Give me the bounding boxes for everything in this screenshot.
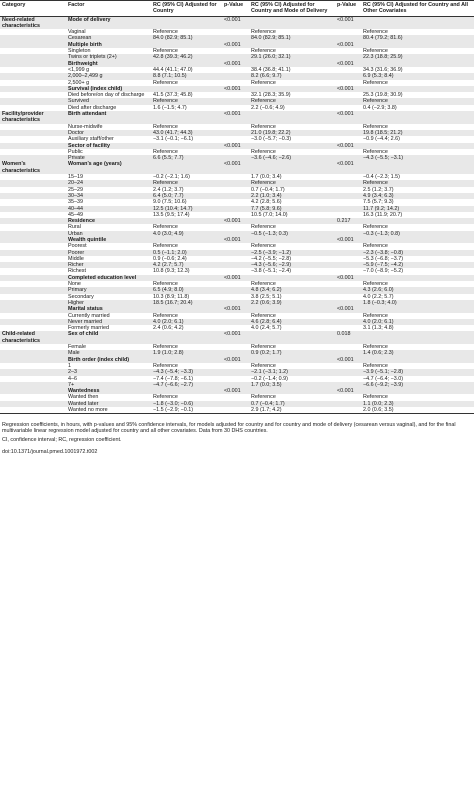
rc-country-cell: Reference [153,312,178,319]
rc-all-covariates-cell: 7.5 (5.7; 9.3) [363,199,394,206]
rc-country-cell: 18.5 (16.7; 20.4) [151,300,222,306]
rc-country-cell: 13.5 (9.5; 17.4) [153,211,190,218]
rc-country-cell: 41.5 (37.3; 45.8) [153,92,193,99]
factor-cell: Twins or triplets (2+) [66,54,151,60]
factor-cell: Completed education level [66,275,151,281]
rc-country-mode-cell [249,331,335,344]
factor-cell: 1 [68,362,71,369]
rc-all-covariates-cell: 0.4 (−2.9; 3.8) [363,104,397,111]
rc-all-covariates-cell: −6.6 (−9.2; −3.9) [361,382,474,388]
factor-cell: Wantedness [66,388,151,394]
rc-country-cell: 4.2 (2.7; 5.7) [151,262,222,268]
rc-country-cell [151,331,222,344]
table-abbreviations: CI, confidence interval; RC, regression coefficient. [2,437,122,443]
factor-cell: Richer [66,262,151,268]
header-p-value-1: p-Value [222,1,249,17]
rc-all-covariates-cell: 11.7 (9.2; 14.2) [361,206,474,212]
factor-cell: Residence [66,218,151,224]
p-value-1-cell: <0.001 [222,161,249,174]
factor-cell: <1,999 g [68,66,90,73]
rc-country-mode-cell: 0.7 (−0.4; 1.7) [251,186,285,193]
table-row [0,111,474,124]
rc-country-cell: Reference [153,281,178,288]
rc-all-covariates-cell: Reference [363,243,388,250]
rc-country-mode-cell: Reference [251,281,276,288]
rc-country-cell: 6.5 (4.9; 8.0) [151,287,222,293]
rc-all-covariates-cell: −0.3 (−1.3; 0.8) [361,231,474,237]
category-cell [0,407,66,414]
rc-country-mode-cell: 4.8 (3.4; 6.2) [249,287,335,293]
rc-all-covariates-cell: 22.3 (18.8; 25.9) [361,54,474,60]
rc-country-mode-cell: 29.1 (26.0; 32.1) [249,54,335,60]
p-value-1-cell: <0.001 [222,143,249,149]
rc-all-covariates-cell: Reference [363,148,388,155]
rc-country-mode-cell: −3.8 (−5.1; −2.4) [251,268,292,275]
p-value-1-cell: <0.001 [222,42,249,48]
rc-all-covariates-cell: 25.3 (19.8; 30.9) [363,92,403,99]
factor-cell: Survival (index child) [66,86,151,92]
rc-country-cell: 44.4 (41.1; 47.0) [153,66,193,73]
rc-country-cell: −1.5 (−2.9; −0.1) [151,407,222,414]
rc-country-mode-cell: 2.2 (0.6; 3.9) [249,300,335,306]
rc-country-mode-cell: 4.0 (2.4; 5.7) [251,325,282,332]
table-body [0,16,474,414]
rc-country-mode-cell [249,111,335,124]
factor-cell: Currently married [68,312,110,319]
rc-country-cell: −7.4 (−7.8; −6.1) [153,375,194,382]
rc-country-mode-cell: 84.0 (82.9; 85.1) [249,35,335,41]
rc-country-cell: 1.9 (1.0; 2.8) [151,350,222,356]
rc-country-cell: Reference [153,29,178,36]
factor-cell: Wanted then [68,394,99,401]
factor-cell: Sex of child [66,331,151,344]
rc-country-cell: Reference [153,243,178,250]
factor-cell: 7+ [66,382,151,388]
rc-country-cell: 8.8 (7.1; 10.5) [151,73,222,79]
rc-country-mode-cell: 2.2 (1.0; 3.4) [249,193,335,199]
rc-country-cell: Reference [151,180,222,186]
factor-cell: Birth order (index child) [66,357,151,363]
rc-all-covariates-cell [361,111,474,124]
rc-country-mode-cell: Reference [251,243,276,250]
rc-country-cell: Reference [153,394,178,401]
rc-country-cell [151,161,222,174]
rc-all-covariates-cell: 2.0 (0.6; 3.5) [361,407,474,414]
rc-country-cell: 2.4 (0.6; 4.2) [153,325,184,332]
rc-all-covariates-cell: 34.3 (31.6; 36.9) [363,66,403,73]
factor-cell: Primary [66,287,151,293]
rc-country-cell: −3.1 (−0.1; −6.1) [153,136,194,143]
factor-cell: Male [66,350,151,356]
rc-all-covariates-cell: Reference [363,312,388,319]
header-rc-country-mode: RC (95% CI) Adjusted for Country and Mode of Delivery [249,1,335,17]
rc-all-covariates-cell: 16.3 (11.9; 20.7) [363,211,403,218]
rc-all-covariates-cell: Reference [361,180,474,186]
rc-all-covariates-cell [361,161,474,174]
table-header-row [0,1,474,17]
rc-country-mode-cell: 3.8 (2.5; 5.1) [251,293,282,300]
factor-cell: Richest [68,268,86,275]
rc-country-mode-cell: 7.7 (5.8; 9.6) [249,206,335,212]
factor-cell: 15–19 [68,174,83,181]
rc-all-covariates-cell: 1.1 (0.0; 2.3) [361,401,474,407]
category-cell: Women’s characteristics [0,161,66,174]
rc-country-cell: Reference [153,362,178,369]
rc-all-covariates-cell [361,331,474,344]
rc-country-mode-cell: Reference [251,312,276,319]
rc-all-covariates-cell: 80.4 (79.2; 81.6) [361,35,474,41]
rc-country-cell: 10.8 (9.3; 12.3) [153,268,190,275]
factor-cell: Doctor [66,130,151,136]
p-value-2-cell: 0.018 [335,331,361,344]
factor-cell: Birth attendant [66,111,151,124]
p-value-1-cell: <0.001 [222,331,249,344]
table-row [0,331,474,344]
rc-all-covariates-cell: Reference [363,123,388,130]
rc-country-cell: 42.8 (39.3; 46.2) [151,54,222,60]
rc-country-mode-cell: 32.1 (28.3; 35.9) [251,92,291,99]
rc-country-cell: 4.0 (3.0; 4.9) [151,231,222,237]
rc-country-cell: Reference [153,224,178,231]
factor-cell: Higher [66,300,151,306]
rc-country-cell: Reference [153,79,178,86]
rc-country-mode-cell: 2.9 (1.7; 4.2) [249,407,335,414]
rc-country-mode-cell: 10.5 (7.0; 14.0) [251,211,288,218]
p-value-2-cell: <0.001 [335,86,361,92]
factor-cell: Wanted later [66,401,151,407]
rc-country-cell: 2.4 (1.2; 3.7) [153,186,184,193]
rc-all-covariates-cell: −4.3 (−5.5; −3.1) [361,155,474,161]
rc-all-covariates-cell: Reference [363,344,388,351]
rc-country-mode-cell: Reference [251,394,276,401]
rc-all-covariates-cell: 2.5 (1.2; 3.7) [363,186,394,193]
p-value-1-cell: <0.001 [222,237,249,243]
p-value-2-cell: 0.217 [335,218,361,224]
factor-cell: 40–44 [66,206,151,212]
rc-country-cell: 4.0 (2.0; 6.1) [151,319,222,325]
rc-country-mode-cell: 1.7 (0.0; 3.5) [249,382,335,388]
factor-cell: Middle [68,255,84,262]
rc-country-cell: Reference [151,98,222,104]
p-value-2-cell [335,407,361,414]
factor-cell: 2,500+ g [68,79,90,86]
rc-all-covariates-cell: −5.9 (−7.5; −4.2) [361,262,474,268]
rc-country-mode-cell: 1.7 (0.0; 3.4) [251,174,282,181]
rc-country-mode-cell: −0.2 (−1.4; 0.9) [251,375,288,382]
p-value-2-cell: <0.001 [335,306,361,312]
rc-country-cell: 6.6 (5.5; 7.7) [151,155,222,161]
rc-country-cell [151,111,222,124]
rc-all-covariates-cell: 4.3 (2.6; 6.0) [361,287,474,293]
rc-country-mode-cell: 2.2 (−0.6; 4.9) [251,104,285,111]
p-value-2-cell: <0.001 [335,275,361,281]
rc-all-covariates-cell: Reference [363,29,388,36]
header-rc-all-covariates: RC (95% CI) Adjusted for Country and All Other Covariates [361,1,474,17]
factor-cell: Urban [66,231,151,237]
p-value-2-cell: <0.001 [335,143,361,149]
rc-all-covariates-cell: Reference [363,224,388,231]
factor-cell: Wealth quintile [66,237,151,243]
p-value-2-cell: <0.001 [335,42,361,48]
factor-cell: Sector of facility [66,143,151,149]
rc-country-mode-cell: 4.6 (2.8; 6.4) [249,319,335,325]
rc-country-cell: 0.9 (−0.6; 2.4) [153,255,187,262]
factor-cell: Never married [66,319,151,325]
rc-country-mode-cell: Reference [251,362,276,369]
rc-country-mode-cell: Reference [251,344,276,351]
factor-cell: Poorer [66,250,151,256]
category-cell: Facility/provider characteristics [0,111,66,124]
rc-country-cell: Reference [153,344,178,351]
rc-all-covariates-cell: 1.4 (0.6; 2.3) [361,350,474,356]
rc-all-covariates-cell: −2.3 (−3.8; −0.8) [361,250,474,256]
rc-all-covariates-cell: 1.8 (−0.3; 4.0) [361,300,474,306]
rc-country-mode-cell: 4.2 (2.8; 5.6) [251,199,282,206]
p-value-1-cell: <0.001 [222,275,249,281]
rc-country-cell: 43.0 (41.7; 44.3) [151,130,222,136]
rc-all-covariates-cell: Reference [363,362,388,369]
factor-cell: Rural [68,224,81,231]
factor-cell: 2–3 [66,369,151,375]
rc-all-covariates-cell [361,16,474,29]
rc-country-mode-cell: Reference [251,79,276,86]
factor-cell: Nurse-midwife [68,123,103,130]
rc-country-mode-cell: Reference [251,224,276,231]
rc-country-cell: 6.4 (5.0; 7.7) [151,193,222,199]
rc-country-mode-cell: −0.5 (−1.3; 0.3) [249,231,335,237]
rc-country-mode-cell: −3.6 (−4.6; −2.6) [249,155,335,161]
factor-cell: Formerly married [68,325,110,332]
factor-cell: 45–49 [68,211,83,218]
table-doi: doi:10.1371/journal.pmed.1001972.t002 [2,449,98,455]
p-value-2-cell: <0.001 [335,161,361,174]
rc-country-mode-cell: −4.3 (−5.6; −2.9) [249,262,335,268]
factor-cell: Singleton [68,48,91,55]
factor-cell: Poorest [68,243,87,250]
category-cell: Child-related characteristics [0,331,66,344]
table-row [0,407,474,414]
factor-cell: Marital status [66,306,151,312]
rc-country-cell: 1.6 (−1.5; 4.7) [153,104,187,111]
factor-cell: Birthweight [66,61,151,67]
rc-country-mode-cell: 8.2 (6.6; 9.7) [249,73,335,79]
rc-country-cell: −4.3 (−5.4; −3.3) [151,369,222,375]
rc-country-mode-cell: Reference [249,180,335,186]
rc-all-covariates-cell: −0.9 (−4.4; 2.6) [363,136,400,143]
rc-all-covariates-cell: −4.7 (−6.4; −3.0) [363,375,404,382]
header-p-value-2: p-Value [335,1,361,17]
rc-country-mode-cell: Reference [251,123,276,130]
rc-country-cell: −1.8 (−3.0; −0.6) [151,401,222,407]
rc-all-covariates-cell: Reference [363,48,388,55]
rc-all-covariates-cell: 4.0 (2.0; 6.1) [361,319,474,325]
factor-cell: Cesarean [66,35,151,41]
rc-country-cell: 12.5 (10.4; 14.7) [151,206,222,212]
factor-cell: Public [68,148,83,155]
category-cell: Need-related characteristics [0,16,66,29]
factor-cell: 30–34 [66,193,151,199]
rc-all-covariates-cell: −7.0 (−8.9; −5.2) [363,268,404,275]
rc-all-covariates-cell: Reference [361,98,474,104]
factor-cell: 4–6 [68,375,77,382]
p-value-1-cell [222,407,249,414]
factor-cell: Private [66,155,151,161]
header-rc-country: RC (95% CI) Adjusted for Country [151,1,222,17]
rc-country-cell: 0.5 (−1.1; 2.0) [151,250,222,256]
rc-country-mode-cell: −3.0 (−5.7; −0.3) [251,136,292,143]
rc-country-mode-cell: Reference [249,98,335,104]
rc-country-mode-cell [249,16,335,29]
p-value-2-cell: <0.001 [335,61,361,67]
factor-cell: Survived [66,98,151,104]
factor-cell: Female [68,344,86,351]
table-footnote: Regression coefficients, in hours, with p-values and 95% confidence intervals, for models adjusted for country and for country and mode of delivery (cesarean versus vaginal), and for the final multivariable linear regression model adjusted for country and all other covariates. Data from 30 DHS countries. [2,422,456,435]
rc-all-covariates-cell: Reference [363,394,388,401]
header-category: Category [0,1,66,17]
rc-country-cell: Reference [153,123,178,130]
rc-country-cell: 10.3 (8.9; 11.8) [153,293,190,300]
p-value-1-cell: <0.001 [222,388,249,394]
factor-cell: Died before/on day of discharge [68,92,145,99]
p-value-2-cell: <0.001 [335,388,361,394]
rc-country-mode-cell: −4.2 (−5.5; −2.8) [251,255,292,262]
rc-country-mode-cell: 38.4 (36.8; 41.1) [251,66,291,73]
factor-cell: Woman’s age (years) [66,161,151,174]
factor-cell: Secondary [68,293,94,300]
rc-country-mode-cell: 0.9 (0.2; 1.7) [249,350,335,356]
p-value-1-cell: <0.001 [222,16,249,29]
factor-cell: None [68,281,81,288]
rc-country-cell: Reference [153,48,178,55]
p-value-1-cell: <0.001 [222,61,249,67]
rc-all-covariates-cell: Reference [363,281,388,288]
rc-country-mode-cell: Reference [251,29,276,36]
rc-country-cell [151,16,222,29]
factor-cell: Mode of delivery [66,16,151,29]
table-row [0,161,474,174]
p-value-1-cell: <0.001 [222,306,249,312]
rc-all-covariates-cell: −5.3 (−6.8; −3.7) [363,255,404,262]
table-row [0,16,474,29]
rc-country-mode-cell [249,161,335,174]
rc-country-mode-cell: 21.0 (19.8; 22.2) [249,130,335,136]
factor-cell: 20–24 [66,180,151,186]
p-value-2-cell: <0.001 [335,237,361,243]
p-value-1-cell: <0.001 [222,86,249,92]
rc-all-covariates-cell: 19.8 (18.5; 21.2) [361,130,474,136]
rc-country-cell: 84.0 (82.9; 85.1) [151,35,222,41]
factor-cell: Auxiliary staff/other [68,136,114,143]
rc-country-cell: −4.7 (−6.6; −2.7) [151,382,222,388]
rc-country-mode-cell: Reference [251,148,276,155]
factor-cell: 2,000–2,499 g [66,73,151,79]
p-value-1-cell: <0.001 [222,357,249,363]
rc-country-mode-cell: Reference [251,48,276,55]
rc-all-covariates-cell: 4.9 (3.4; 6.3) [361,193,474,199]
header-factor: Factor [66,1,151,17]
rc-all-covariates-cell: 3.1 (1.3; 4.8) [363,325,394,332]
factor-cell: Died after discharge [68,104,117,111]
factor-cell: Multiple birth [66,42,151,48]
rc-country-cell: Reference [153,148,178,155]
rc-all-covariates-cell: 4.0 (2.2; 5.7) [363,293,394,300]
rc-all-covariates-cell: −0.4 (−2.3; 1.5) [363,174,400,181]
factor-cell: 25–29 [68,186,83,193]
p-value-1-cell: <0.001 [222,111,249,124]
p-value-2-cell: <0.001 [335,16,361,29]
rc-country-mode-cell: −2.1 (−3.1; 1.2) [249,369,335,375]
rc-country-mode-cell: 0.7 (−0.4; 1.7) [249,401,335,407]
rc-country-mode-cell: −2.5 (−3.9; −1.2) [249,250,335,256]
rc-country-cell: −0.2 (−2.1; 1.6) [153,174,190,181]
factor-cell: 35–39 [68,199,83,206]
rc-all-covariates-cell: 6.9 (5.3; 8.4) [361,73,474,79]
p-value-1-cell: <0.001 [222,218,249,224]
rc-country-cell: 9.0 (7.5; 10.6) [153,199,187,206]
p-value-2-cell: <0.001 [335,111,361,124]
factor-cell: Wanted no more [66,407,151,414]
rc-all-covariates-cell: Reference [363,79,388,86]
factor-cell: Vaginal [68,29,86,36]
p-value-2-cell: <0.001 [335,357,361,363]
rc-all-covariates-cell: −3.9 (−5.1; −2.8) [361,369,474,375]
